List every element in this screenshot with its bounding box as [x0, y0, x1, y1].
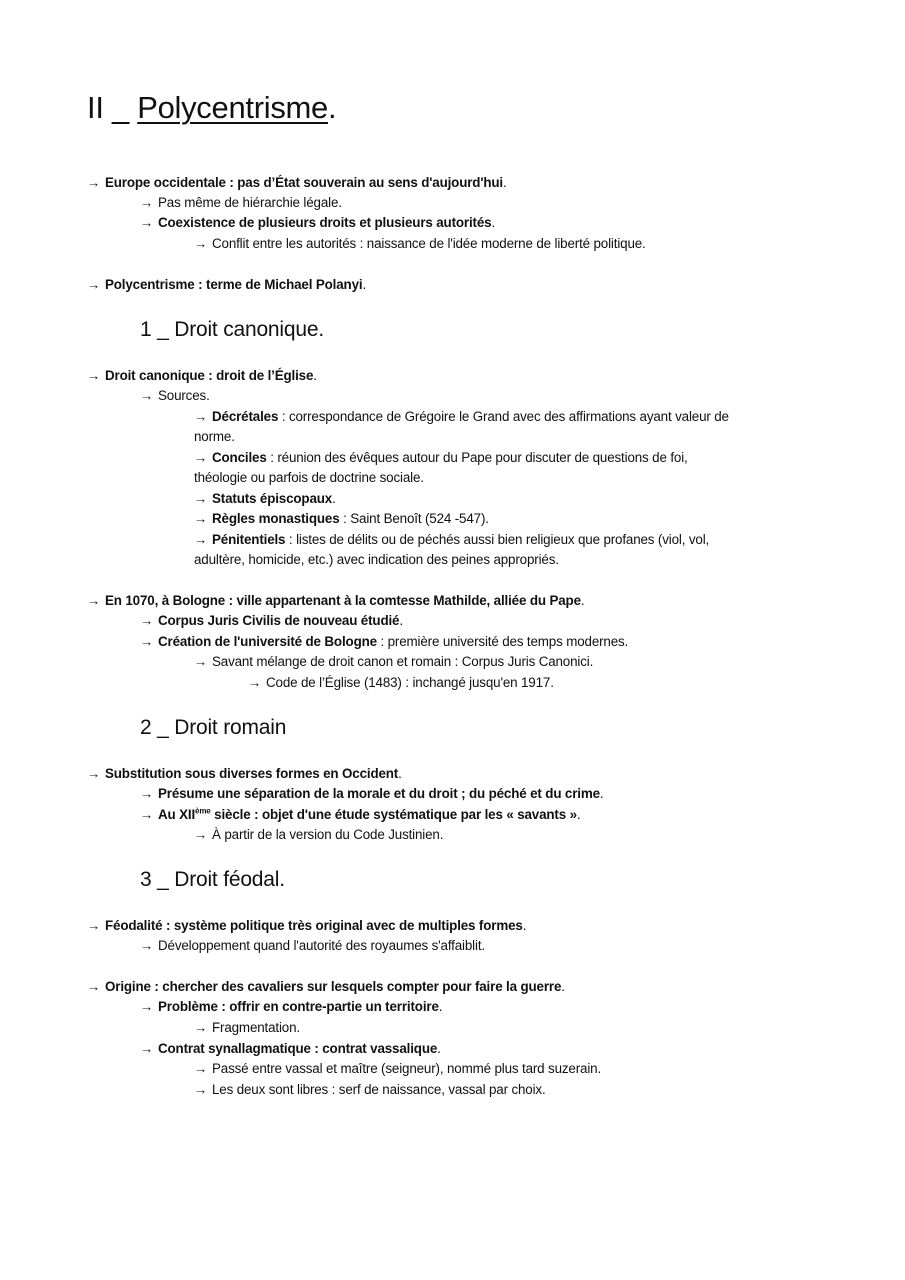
bullet-line [140, 936, 485, 956]
arrow-right-icon: → [140, 215, 154, 230]
bullet-line [140, 611, 403, 631]
bullet-line [140, 213, 495, 233]
text: . [362, 277, 367, 292]
bullet-line [194, 234, 646, 254]
bullet-line [194, 407, 729, 427]
continuation-line [194, 550, 559, 570]
text: Fragmentation. [212, 1020, 300, 1035]
arrow-right-icon: → [140, 999, 154, 1014]
bold-text: Europe occidentale : pas d’État souverain au sens d'aujourd'hui [105, 175, 503, 190]
bullet-line [140, 193, 342, 213]
text: . [522, 918, 527, 933]
text: . [502, 175, 507, 190]
bullet-line [87, 764, 402, 784]
continuation-line [194, 427, 235, 447]
text: : listes de délits ou de péchés aussi bien religieux que profanes (viol, vol, [285, 532, 710, 547]
arrow-right-icon: → [194, 450, 208, 465]
arrow-right-icon: → [140, 1041, 154, 1056]
bold-text: Décrétales [212, 409, 279, 424]
arrow-right-icon: → [87, 175, 101, 190]
text: Passé entre vassal et maître (seigneur), nommé plus tard suzerain. [212, 1061, 602, 1076]
text: théologie ou parfois de doctrine sociale. [194, 470, 424, 485]
arrow-right-icon: → [87, 277, 101, 292]
bullet-line [140, 632, 628, 652]
bold-text: Droit canonique : droit de l’Église [105, 368, 314, 383]
text: Pas même de hiérarchie légale. [158, 195, 342, 210]
bullet-line [140, 386, 210, 406]
bold-text: Contrat synallagmatique : contrat vassalique [158, 1041, 438, 1056]
bullet-line [87, 591, 584, 611]
arrow-right-icon: → [140, 938, 154, 953]
text: Développement quand l'autorité des royaumes s'affaiblit. [158, 938, 485, 953]
arrow-right-icon: → [194, 654, 208, 669]
bullet-line [87, 275, 366, 295]
text: . [438, 999, 443, 1014]
arrow-right-icon: → [140, 388, 154, 403]
text: . [332, 491, 336, 506]
text: : première université des temps modernes. [376, 634, 629, 649]
bold-text: Présume une séparation de la morale et du droit ; du péché et du crime [158, 786, 600, 801]
continuation-line [194, 468, 424, 488]
arrow-right-icon: → [194, 409, 208, 424]
arrow-right-icon: → [194, 532, 208, 547]
bold-text: Création de l'université de Bologne [158, 634, 377, 649]
bullet-line [87, 916, 526, 936]
text: À partir de la version du Code Justinien. [212, 827, 444, 842]
bold-text: Pénitentiels [212, 532, 286, 547]
arrow-right-icon: → [140, 613, 154, 628]
text: . [491, 215, 496, 230]
bold-text: Règles monastiques [212, 511, 340, 526]
text: Conflit entre les autorités : naissance de l'idée moderne de liberté politique. [212, 236, 646, 251]
bullet-line [140, 1039, 441, 1059]
bullet-line [87, 366, 317, 386]
arrow-right-icon: → [87, 918, 101, 933]
bold-text: Féodalité : système politique très original avec de multiples formes [105, 918, 523, 933]
arrow-right-icon: → [194, 827, 208, 842]
bold-text: siècle : objet d'une étude systématique par les « savants » [210, 807, 577, 822]
bullet-line [194, 1080, 546, 1100]
text: . [437, 1041, 441, 1056]
bold-text: ème [195, 806, 211, 816]
text: adultère, homicide, etc.) avec indication des peines appropriés. [194, 552, 559, 567]
title-prefix: II _ [87, 90, 138, 125]
bold-text: Origine : chercher des cavaliers sur lesquels compter pour faire la guerre [105, 979, 562, 994]
bullet-line [87, 173, 507, 193]
bold-text: Polycentrisme : terme de Michael Polanyi [105, 277, 363, 292]
text: . [580, 593, 585, 608]
bold-text: En 1070, à Bologne : ville appartenant à la comtesse Mathilde, alliée du Pape [105, 593, 581, 608]
bold-text: Corpus Juris Civilis de nouveau étudié [158, 613, 400, 628]
text: . [398, 766, 402, 781]
arrow-right-icon: → [194, 1082, 208, 1097]
title-underlined: Polycentrisme [137, 90, 328, 125]
arrow-right-icon: → [194, 1061, 208, 1076]
text: . [313, 368, 317, 383]
bullet-line [248, 673, 554, 693]
bullet-line [140, 997, 442, 1017]
text: Sources. [158, 388, 210, 403]
bold-text: Au XII [158, 807, 196, 822]
bold-text: Conciles [212, 450, 267, 465]
section-heading-droit-canonique: 1 _ Droit canonique. [140, 318, 324, 341]
bullet-line [194, 1018, 300, 1038]
bullet-line [140, 805, 580, 825]
bullet-line [194, 652, 593, 672]
text: . [599, 786, 604, 801]
bold-text: Coexistence de plusieurs droits et plusieurs autorités [158, 215, 492, 230]
section-heading-droit-feodal: 3 _ Droit féodal. [140, 868, 285, 891]
arrow-right-icon: → [140, 807, 154, 822]
text: : réunion des évêques autour du Pape pour discuter de questions de foi, [266, 450, 688, 465]
text: . [399, 613, 403, 628]
arrow-right-icon: → [194, 236, 208, 251]
bullet-line [194, 489, 336, 509]
arrow-right-icon: → [87, 766, 101, 781]
arrow-right-icon: → [194, 1020, 208, 1035]
arrow-right-icon: → [194, 511, 208, 526]
text: norme. [194, 429, 235, 444]
bold-text: Substitution sous diverses formes en Occident [105, 766, 399, 781]
bold-text: Problème : offrir en contre-partie un territoire [158, 999, 439, 1014]
arrow-right-icon: → [140, 195, 154, 210]
text: : Saint Benoît (524 -547). [339, 511, 489, 526]
page-title [87, 88, 336, 128]
arrow-right-icon: → [87, 368, 101, 383]
arrow-right-icon: → [140, 634, 154, 649]
section-heading-droit-romain: 2 _ Droit romain [140, 716, 287, 739]
arrow-right-icon: → [194, 491, 208, 506]
bold-text: Statuts épiscopaux [212, 491, 333, 506]
bullet-line [194, 530, 709, 550]
text: Code de l’Église (1483) : inchangé jusqu'en 1917. [266, 675, 554, 690]
bullet-line [194, 825, 443, 845]
bullet-line [140, 784, 604, 804]
arrow-right-icon: → [140, 786, 154, 801]
bullet-line [194, 448, 688, 468]
text: Savant mélange de droit canon et romain : Corpus Juris Canonici. [212, 654, 594, 669]
bullet-line [194, 509, 489, 529]
bullet-line [87, 977, 565, 997]
text: . [561, 979, 565, 994]
arrow-right-icon: → [248, 675, 262, 690]
text: : correspondance de Grégoire le Grand avec des affirmations ayant valeur de [278, 409, 729, 424]
arrow-right-icon: → [87, 593, 101, 608]
bullet-line [194, 1059, 601, 1079]
text: . [576, 807, 581, 822]
title-suffix: . [327, 90, 337, 125]
arrow-right-icon: → [87, 979, 101, 994]
text: Les deux sont libres : serf de naissance, vassal par choix. [212, 1082, 546, 1097]
